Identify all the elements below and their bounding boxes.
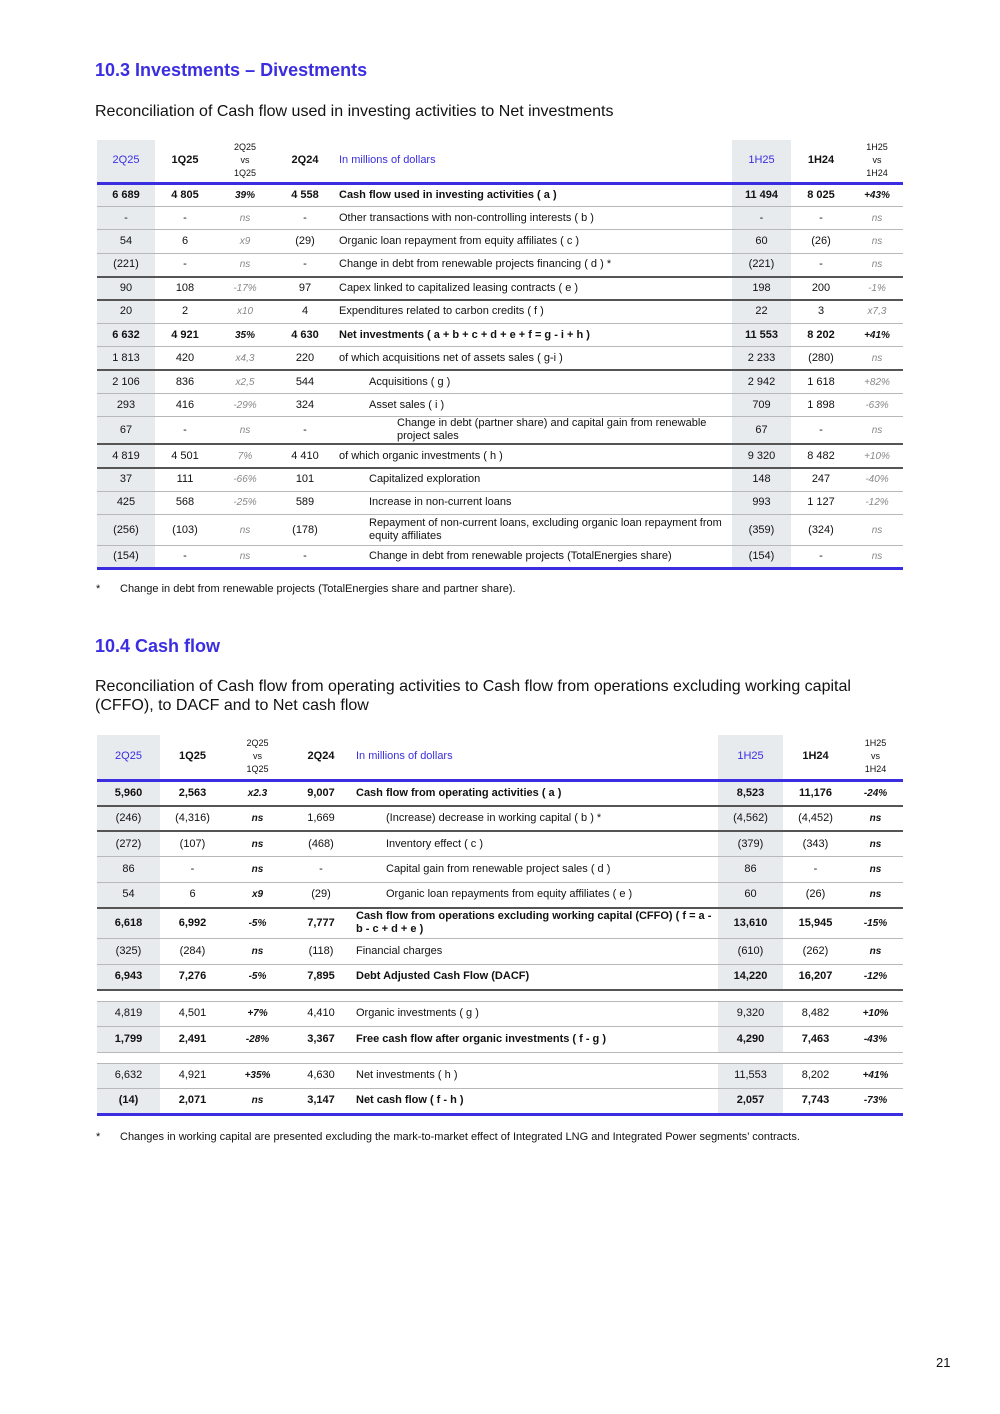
cell-2q25-vs-1q25: -5% (248, 971, 267, 982)
cell-label: Increase in non-current loans (369, 496, 512, 509)
cell-1q25: 568 (175, 496, 195, 509)
table-row (97, 1027, 903, 1053)
cell-2q25: 6,618 (97, 908, 160, 939)
cell-1h25-vs-1h24: ns (871, 352, 883, 364)
table-row (97, 277, 903, 300)
section-subtitle-cash-flow: Reconciliation of Cash flow from operating activities to Cash flow from operations excluding working capital (CFFO), to DACF and to Net cash flow (95, 678, 851, 714)
cell-1h25-vs-1h24: -15% (863, 917, 888, 929)
cell-2q24: 97 (298, 281, 312, 294)
cell-1h25-vs-1h24: ns (869, 812, 882, 824)
cell-2q25-vs-1q25: x9 (251, 889, 264, 900)
cell-1h25: 14,220 (718, 964, 783, 990)
table-row (97, 347, 903, 370)
cell-1h25-vs-1h24: x7,3 (867, 306, 887, 318)
cash-flow-table (97, 735, 903, 1116)
cell-1h24: (26) (805, 888, 826, 900)
cell-1h25-vs-1h24: ns (871, 235, 883, 247)
column-header-label: In millions of dollars (339, 154, 436, 167)
cell-1q25: 111 (176, 473, 194, 486)
cell-label: Change in debt from renewable projects financing ( d ) * (339, 258, 612, 271)
cell-1h25-vs-1h24: +43% (864, 189, 890, 201)
column-header-1q25: 1Q25 (171, 154, 199, 167)
cell-2q25: (154) (97, 546, 155, 569)
cell-2q24: 4,630 (307, 1069, 335, 1082)
cell-2q25: 4 819 (97, 444, 155, 467)
cell-1q25: 416 (175, 398, 195, 411)
spacer-cell (97, 1052, 903, 1063)
cell-1h24: 8 202 (807, 328, 835, 341)
table-row (97, 780, 903, 806)
cell-2q25: 20 (97, 300, 155, 323)
table-header-row (97, 735, 903, 780)
cell-1h25: 9 320 (732, 444, 791, 467)
cell-2q25: 90 (97, 277, 155, 300)
cell-2q25: (14) (97, 1089, 160, 1115)
cell-1h25-vs-1h24: -12% (865, 497, 889, 509)
cell-2q25: 6 632 (97, 323, 155, 346)
cell-1h25: 148 (732, 468, 791, 491)
cell-1h25-vs-1h24: ns (869, 838, 882, 850)
column-header-1h24: 1H24 (807, 154, 835, 167)
cell-2q24: (178) (292, 523, 318, 536)
cell-1q25: 6 (189, 888, 196, 900)
cell-label: Free cash flow after organic investments ( f - g ) (356, 1032, 606, 1045)
cell-2q25-vs-1q25: -28% (245, 1033, 270, 1045)
cell-1h25: 9,320 (718, 1001, 783, 1027)
cell-1h24: - (819, 550, 823, 563)
cell-2q24: 3,147 (307, 1094, 335, 1107)
cell-1q25: 108 (175, 281, 195, 294)
table-row (97, 882, 903, 908)
cell-1q25: 2 (181, 305, 189, 318)
cell-2q25: 6,943 (97, 964, 160, 990)
cell-2q25-vs-1q25: ns (239, 212, 251, 224)
cell-1q25: 4,501 (178, 1007, 207, 1020)
cell-2q25: 1,799 (97, 1027, 160, 1053)
cell-2q25-vs-1q25: ns (251, 812, 264, 824)
cell-1q25: (103) (172, 523, 198, 536)
cell-1h25-vs-1h24: ns (871, 524, 883, 536)
cell-2q25: 6 689 (97, 183, 155, 206)
table-row (97, 394, 903, 417)
spacer-row (97, 1052, 903, 1063)
cell-1h25: 2 233 (732, 347, 791, 370)
cell-label: Repayment of non-current loans, excluding organic loan repayment from equity affiliates (369, 517, 722, 543)
cell-1h24: 8,202 (801, 1069, 830, 1082)
table-row (97, 515, 903, 546)
cell-1q25: (284) (179, 944, 206, 957)
cell-2q25: 1 813 (97, 347, 155, 370)
cell-2q25: (325) (97, 939, 160, 965)
cell-1h25-vs-1h24: -40% (865, 474, 889, 486)
cell-2q25-vs-1q25: -29% (233, 399, 257, 411)
footnote-mark: * (96, 583, 101, 595)
cell-label: Organic loan repayments from equity affiliates ( e ) (386, 888, 633, 900)
cell-1h24: 1 898 (807, 398, 835, 411)
cell-1q25: - (183, 550, 187, 563)
cell-1h25-vs-1h24: ns (871, 424, 883, 436)
table-row (97, 939, 903, 965)
cell-1h25-vs-1h24: ns (869, 945, 882, 957)
cell-2q25-vs-1q25: 39% (234, 189, 255, 201)
cell-1h24: 8 482 (807, 449, 835, 462)
cell-1h24: 8,482 (801, 1007, 830, 1020)
cell-1q25: 4 501 (171, 449, 199, 462)
cell-label: Capex linked to capitalized leasing contracts ( e ) (339, 281, 579, 294)
page-number: 21 (936, 1355, 951, 1370)
cell-1h25: 22 (732, 300, 791, 323)
cell-label: Change in debt from renewable projects (TotalEnergies share) (369, 550, 672, 563)
column-header-1h25-vs-1h24: 1H25 vs 1H24 (866, 142, 888, 179)
cell-1h25: 198 (732, 277, 791, 300)
cell-2q25: (272) (97, 831, 160, 857)
cell-1h25-vs-1h24: ns (871, 259, 883, 271)
table-row (97, 964, 903, 990)
cell-label: Change in debt (partner share) and capital gain from renewable project sales (397, 417, 707, 443)
cell-1h25: 67 (732, 417, 791, 445)
cell-1q25: (4,316) (175, 811, 210, 824)
cell-2q25-vs-1q25: +7% (247, 1008, 268, 1020)
cell-1h24: 1 618 (807, 375, 835, 388)
table-row (97, 417, 903, 445)
cell-1h24: (262) (802, 944, 829, 957)
cell-1q25: - (183, 258, 187, 271)
cell-label: Asset sales ( i ) (369, 398, 445, 411)
cell-1h25: 8,523 (718, 780, 783, 806)
column-header-1h25: 1H25 (732, 140, 791, 183)
cell-1h24: (280) (808, 351, 834, 364)
cell-2q25-vs-1q25: x10 (236, 306, 254, 318)
cell-2q25-vs-1q25: x9 (239, 235, 251, 247)
cell-1h25: 709 (732, 394, 791, 417)
cell-label: Cash flow from operating activities ( a ) (356, 786, 562, 799)
cell-1h24: - (819, 258, 823, 271)
cell-1q25: 420 (175, 351, 195, 364)
cell-1q25: 836 (175, 375, 195, 388)
cell-2q24: 589 (295, 496, 315, 509)
investments-table (97, 140, 903, 570)
cell-2q24: (29) (295, 234, 315, 247)
spacer-row (97, 990, 903, 1002)
cell-1h25-vs-1h24: -63% (865, 399, 889, 411)
cell-label: Expenditures related to carbon credits ( f ) (339, 305, 544, 318)
cell-1q25: (107) (179, 837, 206, 850)
cell-2q25-vs-1q25: x4,3 (235, 352, 255, 364)
table-row (97, 183, 903, 206)
cell-1h25: 4,290 (718, 1027, 783, 1053)
cell-1h25: 86 (718, 857, 783, 883)
cell-1q25: - (183, 423, 187, 436)
cell-2q25-vs-1q25: ns (251, 945, 264, 957)
cell-1h25-vs-1h24: -24% (863, 787, 888, 799)
cell-2q25-vs-1q25: x2.3 (247, 787, 268, 799)
cell-1h24: - (819, 211, 823, 224)
cell-1h25-vs-1h24: +10% (864, 450, 890, 462)
cell-1h24: (4,452) (798, 811, 833, 824)
cell-2q25: 86 (97, 857, 160, 883)
cell-1h25: 2,057 (718, 1089, 783, 1115)
cell-1q25: 6 (181, 234, 189, 247)
cell-1q25: 6,992 (178, 916, 207, 929)
column-header-1h25: 1H25 (718, 735, 783, 780)
cell-2q24: (118) (308, 944, 334, 957)
table-row (97, 323, 903, 346)
cell-2q25-vs-1q25: -66% (233, 474, 257, 486)
cell-1h25: 11 494 (732, 183, 791, 206)
table-row (97, 546, 903, 569)
cell-2q24: 544 (295, 375, 315, 388)
table-row (97, 300, 903, 323)
cell-1h24: (343) (802, 837, 829, 850)
cell-1h25: 11,553 (718, 1063, 783, 1089)
cell-label: of which acquisitions net of assets sales ( g-i ) (339, 351, 563, 364)
column-header-2q24: 2Q24 (307, 750, 335, 763)
cell-2q25-vs-1q25: ns (239, 424, 251, 436)
cell-2q24: - (319, 862, 323, 875)
table-row (97, 1001, 903, 1027)
cell-1h25-vs-1h24: +82% (864, 376, 890, 388)
cell-2q25: (246) (97, 806, 160, 832)
cell-2q25: 54 (97, 882, 160, 908)
cell-2q24: 324 (295, 398, 315, 411)
cell-label: Net investments ( a + b + c + d + e + f = g - i + h ) (339, 328, 590, 341)
cell-2q24: (468) (308, 837, 334, 850)
table-row (97, 806, 903, 832)
cell-2q24: 4 410 (291, 449, 319, 462)
cell-2q25: 37 (97, 468, 155, 491)
cell-label: Debt Adjusted Cash Flow (DACF) (356, 970, 530, 982)
cell-2q25-vs-1q25: x2,5 (235, 376, 255, 388)
cell-label: Net investments ( h ) (356, 1069, 458, 1082)
footnote-text: Change in debt from renewable projects (TotalEnergies share and partner share). (120, 583, 516, 595)
cell-1h25: 60 (732, 230, 791, 253)
table-row (97, 253, 903, 276)
table-row (97, 468, 903, 491)
cell-2q24: 1,669 (307, 811, 335, 824)
cell-1h25: (4,562) (718, 806, 783, 832)
column-header-2q24: 2Q24 (291, 154, 319, 167)
cell-2q25-vs-1q25: ns (239, 524, 251, 536)
cell-1q25: 4,921 (178, 1069, 207, 1082)
cell-1h24: 7,743 (801, 1094, 830, 1107)
cell-1h25: (221) (732, 253, 791, 276)
cell-label: Acquisitions ( g ) (369, 375, 451, 388)
cell-label: Capital gain from renewable project sales ( d ) (386, 862, 611, 875)
section-title-investments: 10.3 Investments – Divestments (95, 60, 368, 80)
cell-1h24: 16,207 (798, 970, 833, 982)
table-row (97, 1089, 903, 1115)
cell-2q25: 54 (97, 230, 155, 253)
cell-1h24: - (813, 862, 818, 875)
cell-2q24: - (303, 550, 307, 563)
cell-2q25-vs-1q25: ns (239, 551, 251, 563)
table-row (97, 230, 903, 253)
cell-1q25: 4 805 (171, 188, 199, 201)
cell-2q24: 7,895 (307, 970, 335, 982)
cell-2q25-vs-1q25: ns (251, 1095, 264, 1107)
cell-2q24: 4 (301, 305, 309, 318)
cell-2q24: 7,777 (307, 916, 335, 929)
cell-1h24: 11,176 (798, 786, 833, 799)
cell-label: Capitalized exploration (369, 473, 481, 486)
cell-1h25-vs-1h24: -1% (868, 282, 886, 294)
cell-2q25: 67 (97, 417, 155, 445)
cell-2q24: 4 558 (291, 188, 319, 201)
cell-label: Financial charges (356, 944, 443, 957)
cell-1h25-vs-1h24: +41% (864, 329, 890, 341)
cell-1h25: (610) (718, 939, 783, 965)
spacer-cell (97, 990, 903, 1002)
cell-1h24: 8 025 (807, 188, 835, 201)
cell-2q24: 9,007 (307, 786, 335, 799)
cell-1h24: (324) (808, 523, 834, 536)
cell-2q25: 6,632 (97, 1063, 160, 1089)
cell-2q24: (29) (311, 888, 331, 900)
table-row (97, 444, 903, 467)
cell-1h25-vs-1h24: ns (869, 889, 882, 900)
cell-2q25: (221) (97, 253, 155, 276)
cell-label: Inventory effect ( c ) (386, 837, 484, 850)
cell-2q25-vs-1q25: 35% (234, 329, 255, 341)
cell-1h24: 1 127 (807, 496, 835, 509)
cell-2q25: (256) (97, 515, 155, 546)
cell-2q25-vs-1q25: -17% (233, 282, 257, 294)
cell-1h24: 3 (817, 305, 825, 318)
cell-1h25-vs-1h24: ns (871, 551, 883, 563)
cell-1h24: (26) (811, 234, 831, 247)
column-header-2q25-vs-1q25: 2Q25 vs 1Q25 (246, 738, 269, 775)
cell-1h25: 2 942 (732, 370, 791, 393)
column-header-2q25: 2Q25 (97, 140, 155, 183)
cell-1h25: 993 (732, 491, 791, 514)
table-row (97, 491, 903, 514)
column-header-1q25: 1Q25 (179, 750, 206, 763)
cell-1q25: 2,491 (178, 1032, 207, 1045)
column-header-1h24: 1H24 (802, 750, 829, 763)
cell-2q24: 3,367 (307, 1032, 335, 1045)
cell-1h25-vs-1h24: ns (869, 863, 882, 875)
cell-1q25: 2,563 (178, 786, 207, 799)
cell-2q25: 293 (97, 394, 155, 417)
cell-1h24: 7,463 (801, 1032, 830, 1045)
cell-1h25-vs-1h24: +10% (862, 1008, 889, 1020)
cell-2q25-vs-1q25: +35% (244, 1070, 271, 1082)
cell-1h25: - (732, 206, 791, 229)
cell-2q25: 5,960 (97, 780, 160, 806)
section-title-cash-flow: 10.4 Cash flow (95, 636, 221, 656)
cell-1q25: 7,276 (178, 970, 207, 982)
cell-2q25-vs-1q25: ns (239, 259, 251, 271)
cell-2q24: - (303, 258, 307, 271)
cell-1h25: 11 553 (732, 323, 791, 346)
cell-1h25-vs-1h24: +41% (862, 1070, 889, 1082)
cell-1h24: 247 (811, 473, 831, 486)
cell-2q25-vs-1q25: ns (251, 838, 264, 850)
column-header-2q25: 2Q25 (97, 735, 160, 780)
cell-2q25-vs-1q25: 7% (237, 450, 253, 462)
cell-1h25-vs-1h24: -12% (863, 971, 888, 982)
cell-1h25-vs-1h24: -43% (863, 1033, 888, 1045)
table-row (97, 857, 903, 883)
cell-label: (Increase) decrease in working capital ( b ) * (386, 811, 602, 824)
table-row (97, 206, 903, 229)
cell-1h24: 200 (811, 281, 831, 294)
cell-1h25: (379) (718, 831, 783, 857)
cell-label: Cash flow from operations excluding working capital (CFFO) ( f = a - b - c + d + e ) (356, 910, 712, 936)
cell-2q24: 4,410 (307, 1007, 335, 1020)
cell-1h24: 15,945 (798, 916, 833, 929)
column-header-2q25-vs-1q25: 2Q25 vs 1Q25 (233, 142, 257, 179)
section-subtitle-investments: Reconciliation of Cash flow used in investing activities to Net investments (95, 103, 614, 120)
cell-1h25: (359) (732, 515, 791, 546)
table-row (97, 831, 903, 857)
cell-2q24: 101 (295, 473, 315, 486)
cell-2q25: 4,819 (97, 1001, 160, 1027)
cell-2q24: 220 (295, 351, 315, 364)
column-header-1h25-vs-1h24: 1H25 vs 1H24 (864, 738, 887, 775)
cell-1q25: 4 921 (171, 328, 199, 341)
cell-1h25: 13,610 (718, 908, 783, 939)
cell-1h25: (154) (732, 546, 791, 569)
cell-1q25: - (190, 862, 195, 875)
table-row (97, 908, 903, 939)
footnote-text: Changes in working capital are presented excluding the mark-to-market effect of Integrated LNG and Integrated Power segments’ contracts. (120, 1131, 800, 1143)
cell-2q24: 4 630 (291, 328, 319, 341)
cell-label: Cash flow used in investing activities ( a ) (339, 188, 557, 201)
cell-1h24: - (819, 423, 823, 436)
cell-2q24: - (303, 211, 307, 224)
cell-2q25-vs-1q25: -25% (233, 497, 257, 509)
cell-2q24: - (303, 423, 307, 436)
cell-2q25-vs-1q25: -5% (248, 917, 267, 929)
cell-2q25: - (97, 206, 155, 229)
table-header-row (97, 140, 903, 183)
cell-2q25-vs-1q25: ns (251, 863, 264, 875)
cell-label: Organic investments ( g ) (356, 1007, 479, 1020)
cell-label: Other transactions with non-controlling interests ( b ) (339, 211, 594, 224)
cell-1q25: 2,071 (178, 1094, 207, 1107)
table-row (97, 370, 903, 393)
cell-1h25-vs-1h24: -73% (863, 1095, 888, 1107)
cell-label: Organic loan repayment from equity affiliates ( c ) (339, 234, 580, 247)
footnote-mark: * (96, 1131, 101, 1143)
cell-1h25-vs-1h24: ns (871, 212, 883, 224)
column-header-label: In millions of dollars (356, 750, 453, 763)
cell-2q25: 425 (97, 491, 155, 514)
cell-1h25: 60 (718, 882, 783, 908)
cell-label: Net cash flow ( f - h ) (356, 1094, 464, 1107)
table-row (97, 1063, 903, 1089)
cell-label: of which organic investments ( h ) (339, 449, 503, 462)
cell-2q25: 2 106 (97, 370, 155, 393)
cell-1q25: - (183, 211, 187, 224)
